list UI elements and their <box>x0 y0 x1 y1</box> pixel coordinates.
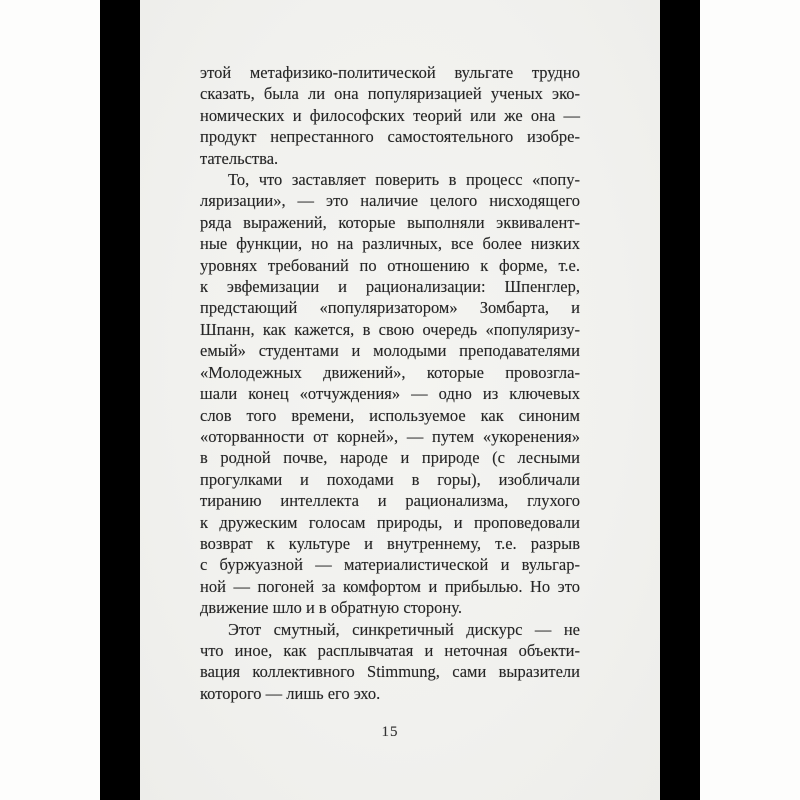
text-line: ляризации», — это наличие целого нисходящего <box>200 191 580 211</box>
text-line: «Молодежных движений», которые провозгла- <box>200 362 580 382</box>
right-page-edge-bar <box>660 0 700 800</box>
text-line: которого — лишь его эхо. <box>200 683 381 703</box>
text-line: с буржуазной — материалистической и вульгар- <box>200 555 580 575</box>
text-line: прогулками и походами в горы), изобличали <box>200 469 580 489</box>
text-line: номических и философских теорий или же она — <box>200 105 580 125</box>
text-line: ной — погоней за комфортом и прибылью. Но это <box>200 576 580 596</box>
text-line: что иное, как расплывчатая и неточная объекти- <box>200 640 580 660</box>
text-line: «оторванности от корней», — путем «укоренения» <box>200 426 580 446</box>
text-line: Шпанн, как кажется, в свою очередь «популяризу- <box>200 319 580 339</box>
body-text <box>200 62 580 704</box>
left-page-edge-bar <box>100 0 140 800</box>
text-line: То, что заставляет поверить в процесс «попу- <box>228 170 580 190</box>
page-number: 15 <box>381 724 399 740</box>
text-line: в родной почве, народе и природе (с лесными <box>200 448 580 468</box>
text-line: ные функции, но на различных, все более низких <box>200 234 580 254</box>
text-line: слов того времени, используемое как синоним <box>200 405 580 425</box>
text-line: предстающий «популяризатором» Зомбарта, и <box>200 298 580 318</box>
text-line: продукт непрестанного самостоятельного изобре- <box>200 127 580 147</box>
text-line: к дружеским голосам природы, и проповедовали <box>200 512 580 532</box>
text-line: возврат к культуре и внутреннему, т.е. разрыв <box>200 533 580 553</box>
text-line: движение шло и в обратную сторону. <box>200 598 462 618</box>
text-line: тательства. <box>200 148 279 168</box>
text-line: к эвфемизации и рационализации: Шпенглер, <box>200 277 580 297</box>
text-line: этой метафизико-политической вульгате трудно <box>200 63 580 82</box>
text-line: вация коллективного Stimmung, сами выразители <box>200 662 580 682</box>
text-line: сказать, была ли она популяризацией ученых эко- <box>200 84 580 104</box>
text-line: уровнях требований по отношению к форме, т.е. <box>200 255 580 275</box>
text-line: шали конец «отчуждения» — одно из ключевых <box>200 384 580 404</box>
text-line: емый» студентами и молодыми преподавателями <box>200 341 580 361</box>
book-page <box>140 0 660 800</box>
text-line: Этот смутный, синкретичный дискурс — не <box>228 619 580 639</box>
text-line: тиранию интеллекта и рационализма, глухого <box>200 491 580 511</box>
text-line: ряда выражений, которые выполняли эквивалент- <box>200 212 580 232</box>
